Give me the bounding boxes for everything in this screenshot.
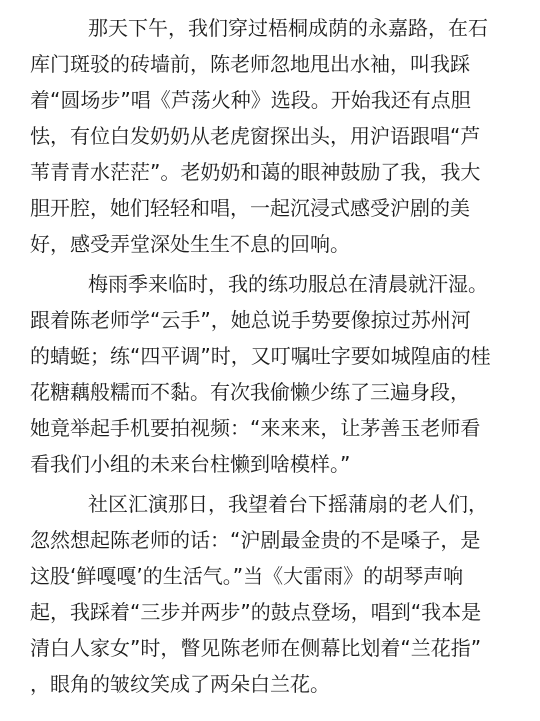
- paragraph-3-line-2: 忽然想起陈老师的话：“沪剧最金贵的不是嗓子，是: [30, 528, 481, 552]
- paragraph-1-line-1: 那天下午，我们穿过梧桐成荫的永嘉路，在石: [88, 16, 488, 40]
- paragraph-3-line-4: 起，我踩着“三步并两步”的鼓点登场，唱到“我本是: [30, 600, 482, 624]
- paragraph-2-line-6: 看我们小组的未来台柱懒到啥模样。”: [30, 452, 351, 476]
- paragraph-1-line-5: 苇青青水茫茫”。老奶奶和蔼的眼神鼓励了我，我大: [30, 160, 481, 184]
- paragraph-2-line-3: 的蜻蜓；练“四平调”时，又叮嘱吐字要如城隍庙的桂: [30, 344, 491, 368]
- paragraph-2-line-2: 跟着陈老师学“云手”，她总说手势要像掠过苏州河: [30, 308, 471, 332]
- paragraph-2-line-5: 她竟举起手机要拍视频：“来来来，让茅善玉老师看: [30, 416, 481, 440]
- paragraph-3-line-1: 社区汇演那日，我望着台下摇蒲扇的老人们，: [88, 492, 488, 516]
- paragraph-3-line-6: ，眼角的皱纹笑成了两朵白兰花。: [30, 672, 330, 696]
- paragraph-1-line-2: 库门斑驳的砖墙前，陈老师忽地甩出水袖，叫我踩: [30, 52, 470, 76]
- paragraph-2-line-1: 梅雨季来临时，我的练功服总在清晨就汗湿。: [88, 272, 488, 296]
- paragraph-1-line-4: 怯，有位白发奶奶从老虎窗探出头，用沪语跟唱“芦: [30, 124, 481, 148]
- paragraph-1-line-6: 胆开腔，她们轻轻和唱，一起沉浸式感受沪剧的美: [30, 196, 470, 220]
- paragraph-3-line-5: 清白人家女”时，瞥见陈老师在侧幕比划着“兰花指”: [30, 636, 482, 660]
- paragraph-3-line-3: 这股‘鲜嘎嘎’的生活气。”当《大雷雨》的胡琴声响: [30, 564, 464, 588]
- paragraph-1-line-7: 好，感受弄堂深处生生不息的回响。: [30, 232, 350, 256]
- paragraph-1-line-3: 着“圆场步”唱《芦荡火种》选段。开始我还有点胆: [30, 88, 471, 112]
- paragraph-2-line-4: 花糖藕般糯而不黏。有次我偷懒少练了三遍身段，: [30, 380, 470, 404]
